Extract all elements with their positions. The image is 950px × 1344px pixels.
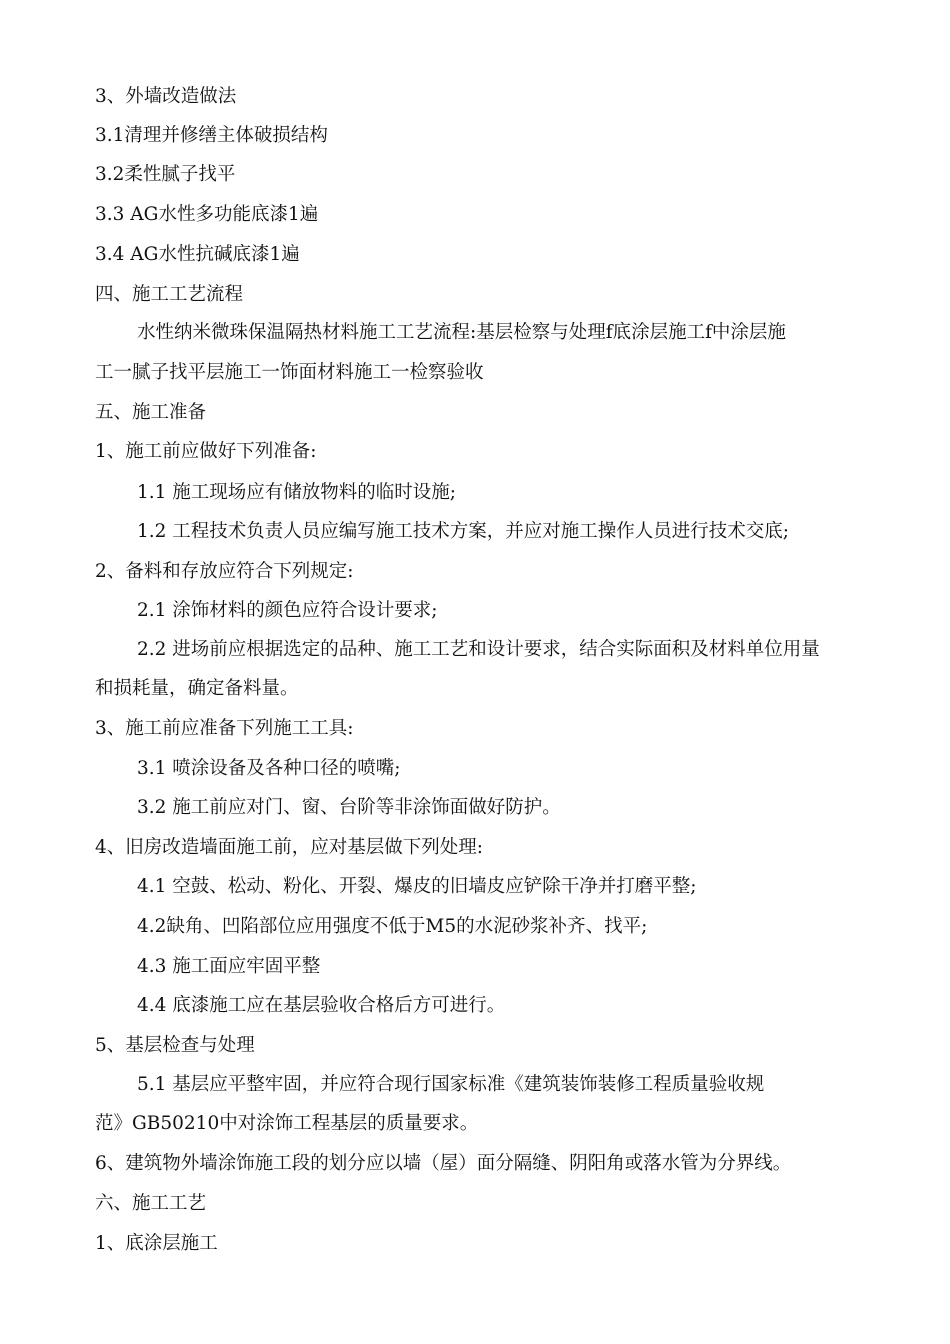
list-item: 1.1 施工现场应有储放物料的临时设施; [137,482,457,503]
section-heading: 四、施工工艺流程 [95,284,244,305]
list-item: 5.1 基层应平整牢固，并应符合现行国家标准《建筑装饰装修工程质量验收规 [137,1074,765,1095]
list-item: 4.4 底漆施工应在基层验收合格后方可进行。 [137,995,506,1016]
list-item: 3.2柔性腻子找平 [95,164,236,185]
subsection-heading: 1、底涂层施工 [95,1233,218,1254]
list-item: 2.1 涂饰材料的颜色应符合设计要求; [137,600,438,621]
section-heading: 3、外墙改造做法 [95,86,237,107]
subsection-heading: 3、施工前应准备下列施工工具: [95,718,354,739]
list-item: 4.1 空鼓、松动、粉化、开裂、爆皮的旧墙皮应铲除干净并打磨平整; [137,876,697,897]
list-item: 3.1清理并修缮主体破损结构 [95,125,328,146]
list-item: 3.4 AG水性抗碱底漆1遍 [95,244,300,265]
list-item: 3.2 施工前应对门、窗、台阶等非涂饰面做好防护。 [137,797,561,818]
paragraph-line: 工一腻子找平层施工一饰面材料施工一检察验收 [95,362,484,383]
subsection-heading: 5、基层检查与处理 [95,1035,255,1056]
subsection-heading: 2、备料和存放应符合下列规定: [95,561,354,582]
paragraph-line: 范》GB50210中对涂饰工程基层的质量要求。 [95,1113,479,1134]
list-item: 1.2 工程技术负责人员应编写施工技术方案，并应对施工操作人员进行技术交底; [137,521,790,542]
paragraph-line: 水性纳米微珠保温隔热材料施工工艺流程:基层检察与处理f底涂层施工f中涂层施 [137,322,786,343]
list-item: 2.2 进场前应根据选定的品种、施工工艺和设计要求，结合实际面积及材料单位用量 [137,639,820,660]
subsection-heading: 1、施工前应做好下列准备: [95,441,317,462]
list-item: 4.3 施工面应牢固平整 [137,956,321,977]
section-heading: 五、施工准备 [95,402,207,423]
subsection-heading: 6、建筑物外墙涂饰施工段的划分应以墙（屋）面分隔缝、阴阳角或落水管为分界线。 [95,1153,792,1174]
list-item: 3.3 AG水性多功能底漆1遍 [95,204,319,225]
list-item: 3.1 喷涂设备及各种口径的喷嘴; [137,758,401,779]
subsection-heading: 4、旧房改造墙面施工前，应对基层做下列处理: [95,837,484,858]
paragraph-line: 和损耗量，确定备料量。 [95,678,299,699]
section-heading: 六、施工工艺 [95,1193,207,1214]
list-item: 4.2缺角、凹陷部位应用强度不低于M5的水泥砂浆补齐、找平; [137,916,648,937]
